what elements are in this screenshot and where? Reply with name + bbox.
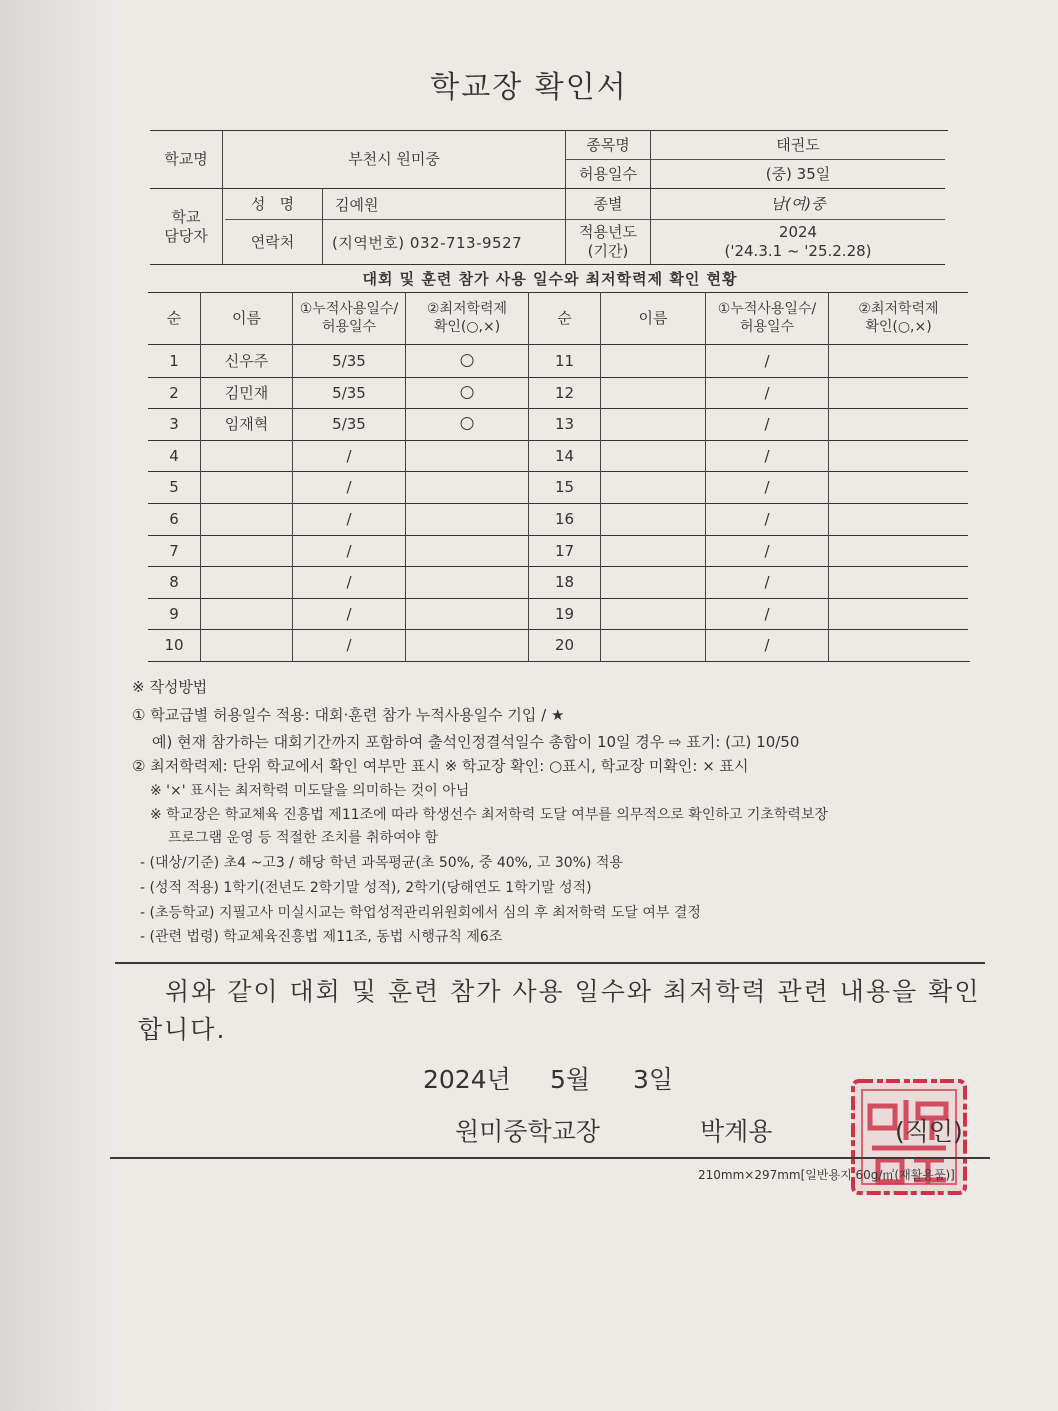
year-value [651,220,945,264]
table-cell-days: / [346,477,352,496]
col-no-right: 순 [557,309,572,328]
table-cell-days: / [346,572,352,591]
table-cell-no: 10 [164,635,184,654]
table-cell-days: / [764,509,770,528]
table-cell-name [601,377,705,409]
note-1-example: 예) 현재 참가하는 대회기간까지 포함하여 출석인정결석일수 총합이 10일 경우 ⇨ 표기: (고) 10/50 [152,733,800,751]
col-days-line2: 허용일수 [739,318,795,335]
table-cell-check: ○ [459,413,475,434]
date-year: 2024년 [423,1065,511,1094]
table-cell-name: 김민재 [224,383,269,402]
contact-label: 연락처 [250,232,295,251]
table-cell-name [201,503,292,535]
table-cell-check [829,471,968,503]
table-cell-check [406,440,528,472]
date-month: 5월 [550,1065,591,1094]
notes-heading: ※ 작성방법 [132,678,208,696]
staff-label [150,189,222,264]
year-label [566,220,650,264]
col-days-line1: ①누적사용일수/ [299,301,399,317]
bottom-line [110,1157,990,1159]
table-cell-no: 14 [554,446,575,465]
note-1: ① 학교급별 허용일수 적용: 대회·훈련 참가 누적사용일수 기입 / ★ [132,706,565,724]
table-cell-check [829,629,968,661]
table-cell-name: 신우주 [224,351,269,370]
table-cell-name [201,535,292,567]
table-cell-name [601,598,705,630]
table-cell-check [829,503,968,535]
school-value: 부천시 원미중 [348,150,440,169]
table-cell-name [601,408,705,440]
contact-value: (지역번호) 032-713-9527 [332,233,523,252]
table-cell-no: 17 [554,541,575,560]
table-cell-check [406,503,528,535]
table-cell-name [201,629,292,661]
detail-4: - (관련 법령) 학교체육진흥법 제11조, 동법 시행규칙 제6조 [140,929,503,945]
table-cell-check [829,598,968,630]
col-academic-line1: ②최저학력제 [426,301,508,317]
table-cell-no: 2 [169,383,179,402]
sport-label: 종목명 [586,135,630,154]
table-cell-check [406,598,528,630]
date-day: 3일 [633,1065,674,1094]
paper-spec-footnote: 210mm×297mm[일반용지 60g/㎡(재활용품)] [698,1168,955,1182]
table-cell-no: 9 [169,604,179,623]
table-cell-name [601,345,705,377]
table-cell-no: 8 [169,572,179,591]
table-cell-days: / [764,572,770,591]
table-cell-check [829,440,968,472]
table-cell-name [601,566,705,598]
table-cell-name [201,566,292,598]
allowed-days-value: (중) 35일 [765,164,831,183]
table-cell-check [406,471,528,503]
table-cell-no: 5 [169,477,179,496]
table-cell-no: 1 [169,351,179,370]
col-days-line1: ①누적사용일수/ [717,301,817,317]
col-academic-line2: 확인(○,×) [433,318,501,335]
table-cell-name [201,471,292,503]
table-cell-no: 7 [169,541,179,560]
table-cell-check [406,566,528,598]
table-cell-check: ○ [459,350,475,371]
table-cell-no: 11 [554,351,575,370]
table-cell-days: / [346,446,352,465]
table-cell-name [601,440,705,472]
table-cell-days: 5/35 [332,414,366,433]
table-cell-check [829,377,968,409]
col-days-right [706,293,828,344]
principal-name: 박계용 [700,1117,773,1146]
table-cell-no: 20 [554,635,575,654]
note-4a: ※ 학교장은 학교체육 진흥법 제11조에 따라 학생선수 최저학력 도달 여부를 의무적으로 확인하고 기초학력보장 [150,807,829,823]
table-cell-days: / [346,509,352,528]
col-days-left [293,293,405,344]
table-cell-days: / [764,604,770,623]
col-days-line2: 허용일수 [321,318,377,335]
table-cell-days: / [346,541,352,560]
table-cell-no: 18 [554,572,575,591]
table-cell-days: 5/35 [332,383,366,402]
table-cell-name [201,598,292,630]
document-title: 학교장 확인서 [430,70,628,105]
note-4b: 프로그램 운영 등 적절한 조치를 취하여야 함 [168,830,439,846]
table-cell-days: / [764,351,770,370]
col-academic-right [829,293,968,344]
table-cell-days: / [764,414,770,433]
status-table-title: 대회 및 훈련 참가 사용 일수와 최저학력제 확인 현황 [362,270,738,288]
table-cell-days: / [346,635,352,654]
table-cell-days: / [764,635,770,654]
table-cell-no: 16 [554,509,575,528]
year-label-line1: 적용년도 [579,223,637,242]
category-label: 종별 [593,194,623,213]
col-academic-line2: 확인(○,×) [865,318,932,335]
detail-3: - (초등학교) 지필고사 미실시교는 학업성적관리위원회에서 심의 후 최저학력 도달 여부 결정 [140,905,701,921]
col-no-left: 순 [166,309,182,328]
allowed-days-label: 허용일수 [579,164,637,183]
name-label: 성 명 [250,194,295,213]
table-cell-days: 5/35 [332,351,366,370]
table-cell-check [406,629,528,661]
name-value: 김예원 [335,195,379,214]
col-academic-left [406,293,528,344]
table-cell-check [829,408,968,440]
note-2: ② 최저학력제: 단위 학교에서 확인 여부만 표시 ※ 학교장 확인: ○표시, 학교장 미확인: × 표시 [132,757,749,775]
table-cell-name [601,535,705,567]
detail-1: - (대상/기준) 초4 ~고3 / 해당 학년 과목평균(초 50%, 중 40%, 고 30%) 적용 [140,855,623,871]
table-cell-days: / [764,446,770,465]
table-cell-name: 임재혁 [224,414,269,433]
table-cell-name [601,471,705,503]
table-cell-no: 15 [554,477,575,496]
confirmation-line1: 위와 같이 대회 및 훈련 참가 사용 일수와 최저학력 관련 내용을 확인 [165,977,981,1006]
table-cell-name [601,629,705,661]
seal-mark: (직인) [895,1117,963,1146]
table-cell-check [406,535,528,567]
table-cell-no: 19 [554,604,575,623]
divider-line [115,962,985,964]
table-cell-name [201,440,292,472]
sport-value: 태권도 [776,135,820,154]
table-cell-days: / [764,383,770,402]
note-3: ※ '×' 표시는 최저학력 미도달을 의미하는 것이 아님 [150,783,470,799]
category-value: 남(여)중 [770,194,826,213]
table-cell-no: 12 [554,383,575,402]
table-cell-days: / [764,541,770,560]
detail-2: - (성적 적용) 1학기(전년도 2학기말 성적), 2학기(당해연도 1학기말 성적) [140,880,592,896]
table-cell-check [829,566,968,598]
year-label-line2: (기간) [587,242,629,260]
table-cell-no: 3 [169,414,179,433]
col-name-left: 이름 [232,309,261,328]
table-cell-no: 4 [169,446,179,465]
confirmation-line2: 합니다. [138,1015,227,1044]
table-cell-days: / [764,477,770,496]
col-academic-line1: ②최저학력제 [858,301,939,317]
table-cell-no: 13 [554,414,575,433]
staff-label-line2: 담당자 [164,226,208,245]
principal-title: 원미중학교장 [455,1117,600,1146]
table-cell-check [829,535,968,567]
table-cell-check: ○ [459,382,475,403]
table-cell-name [601,503,705,535]
school-label: 학교명 [164,150,208,169]
staff-label-line1: 학교 [171,207,201,226]
year-value-line1: 2024 [778,223,818,242]
year-value-line2: ('24.3.1 ~ '25.2.28) [724,242,872,260]
col-name-right: 이름 [638,309,668,328]
table-cell-no: 6 [169,509,179,528]
table-cell-check [829,345,968,377]
table-cell-days: / [346,604,352,623]
